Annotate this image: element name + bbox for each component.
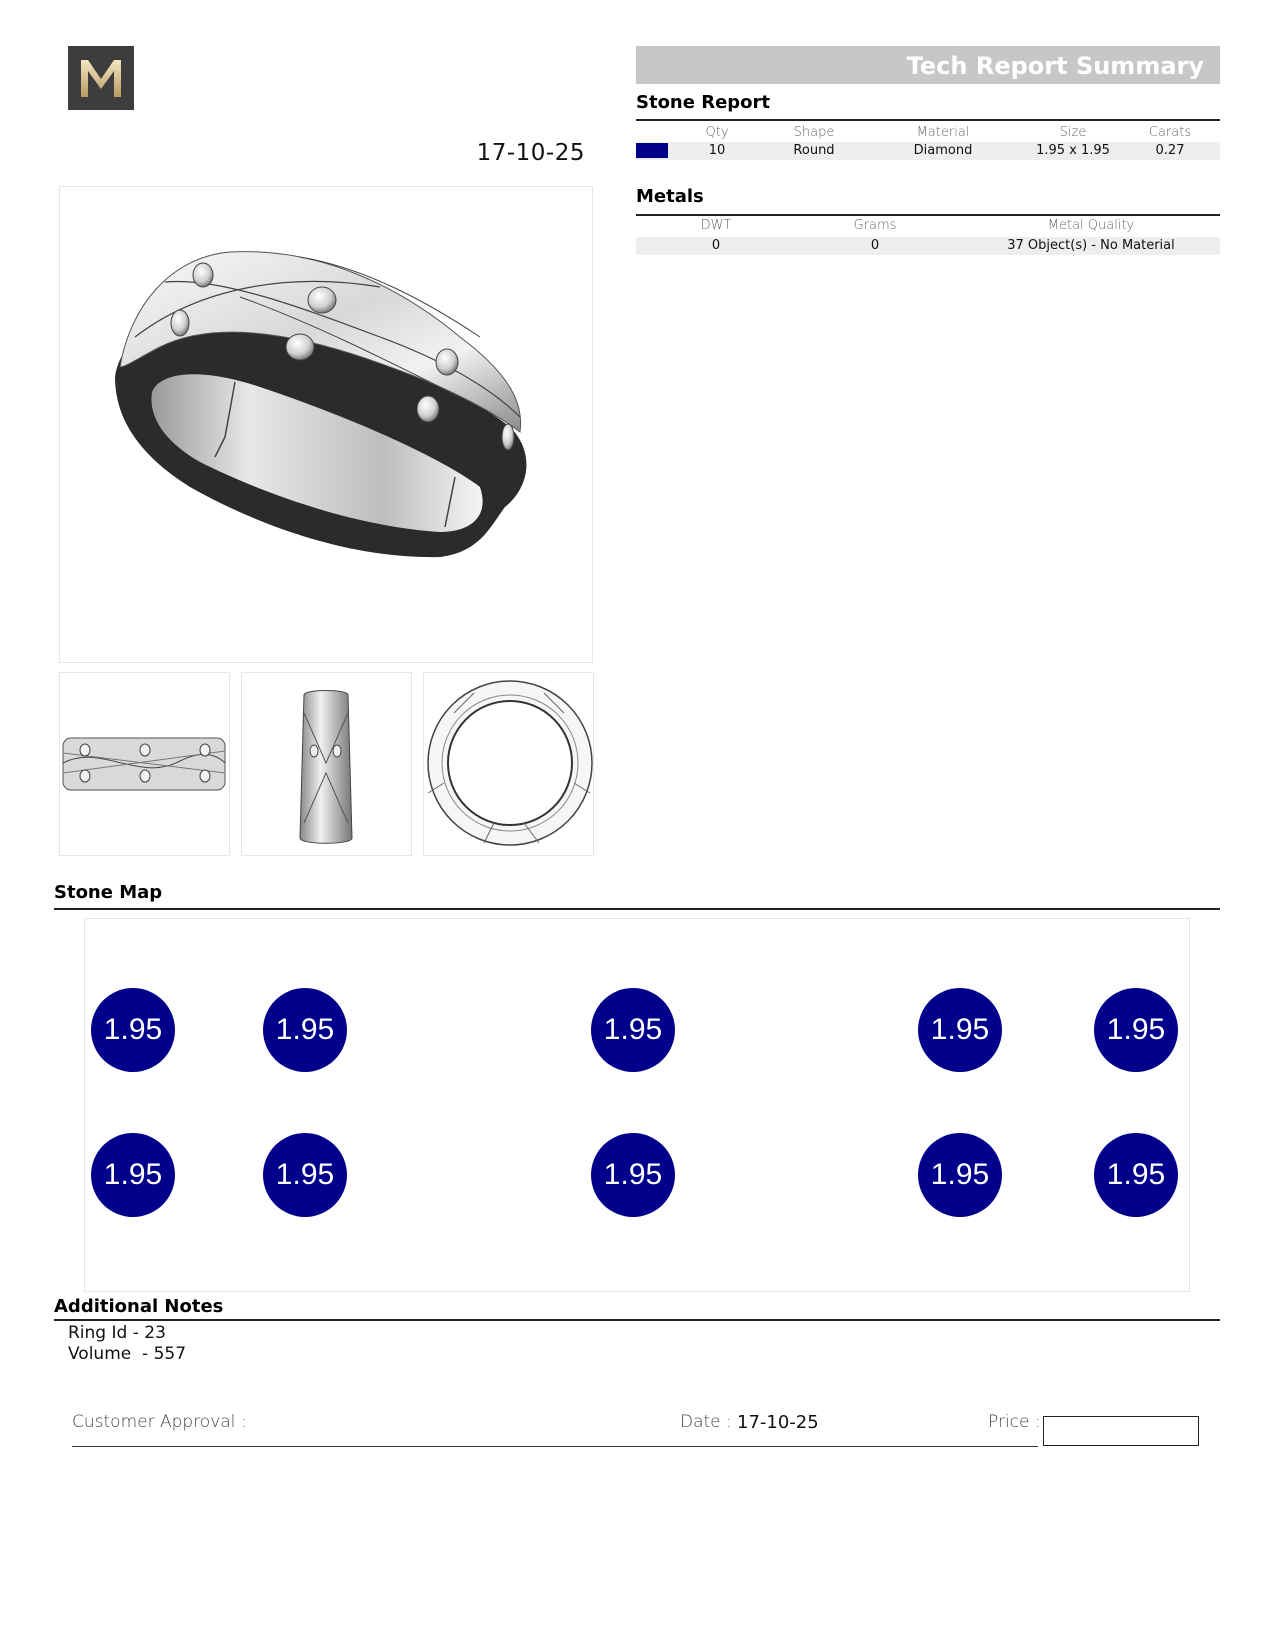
stone-marker: 1.95 [263, 1133, 347, 1217]
note-volume: Volume - 557 [68, 1344, 187, 1364]
report-date: 17-10-25 [476, 140, 585, 166]
stone-color-swatch [636, 143, 668, 158]
ring-side-image [242, 673, 411, 855]
stone-marker: 1.95 [918, 988, 1002, 1072]
stone-marker: 1.95 [91, 1133, 175, 1217]
note-ring-id: Ring Id - 23 [68, 1323, 166, 1343]
tech-report-banner: Tech Report Summary [636, 46, 1220, 84]
stone-marker: 1.95 [91, 988, 175, 1072]
metals-divider [636, 214, 1220, 216]
logo-m-mark [78, 57, 124, 99]
stone-carats: 0.27 [1155, 143, 1185, 158]
stone-marker: 1.95 [591, 988, 675, 1072]
table-row [636, 237, 1220, 255]
price-field[interactable] [1043, 1416, 1199, 1446]
stone-marker: 1.95 [918, 1133, 1002, 1217]
approval-date-value: 17-10-25 [737, 1412, 819, 1433]
stone-marker: 1.95 [591, 1133, 675, 1217]
metals-title: Metals [636, 186, 704, 207]
column-header-material: Material [916, 125, 970, 140]
column-header-size: Size [1059, 125, 1087, 140]
stone-size: 1.95 x 1.95 [1036, 143, 1110, 158]
table-row [636, 142, 1220, 160]
stone-qty: 10 [708, 143, 726, 158]
ring-side-view [241, 672, 412, 856]
column-header-dwt: DWT [700, 218, 732, 233]
stone-report-title: Stone Report [636, 92, 771, 113]
signature-line[interactable] [72, 1446, 1038, 1447]
column-header-metal-quality: Metal Quality [1047, 218, 1135, 233]
company-logo [68, 46, 134, 110]
stone-map-panel [84, 918, 1190, 1292]
stone-report-header-row [636, 124, 1220, 142]
column-header-shape: Shape [793, 125, 835, 140]
ring-front-image [60, 673, 229, 855]
approval-date-label: Date : [680, 1412, 732, 1432]
column-header-carats: Carats [1148, 125, 1192, 140]
stone-map-title: Stone Map [54, 882, 163, 903]
ring-main-view [59, 186, 593, 663]
stone-marker: 1.95 [1094, 988, 1178, 1072]
metals-header-row [636, 217, 1220, 235]
stone-marker: 1.95 [263, 988, 347, 1072]
stone-shape: Round [793, 143, 835, 158]
ring-top-image [424, 673, 593, 855]
additional-notes-title: Additional Notes [54, 1296, 224, 1317]
stone-material: Diamond [913, 143, 973, 158]
metal-dwt: 0 [711, 238, 721, 253]
column-header-qty: Qty [705, 125, 729, 140]
additional-notes-divider [54, 1319, 1220, 1321]
metal-grams: 0 [870, 238, 880, 253]
ring-perspective-image [60, 187, 592, 662]
column-header-grams: Grams [853, 218, 897, 233]
ring-front-view [59, 672, 230, 856]
ring-top-view [423, 672, 594, 856]
customer-approval-label: Customer Approval : [72, 1412, 247, 1432]
metal-quality: 37 Object(s) - No Material [1007, 238, 1175, 253]
stone-map-divider [54, 908, 1220, 910]
stone-report-divider [636, 119, 1220, 121]
stone-marker: 1.95 [1094, 1133, 1178, 1217]
price-label: Price : [988, 1412, 1041, 1432]
